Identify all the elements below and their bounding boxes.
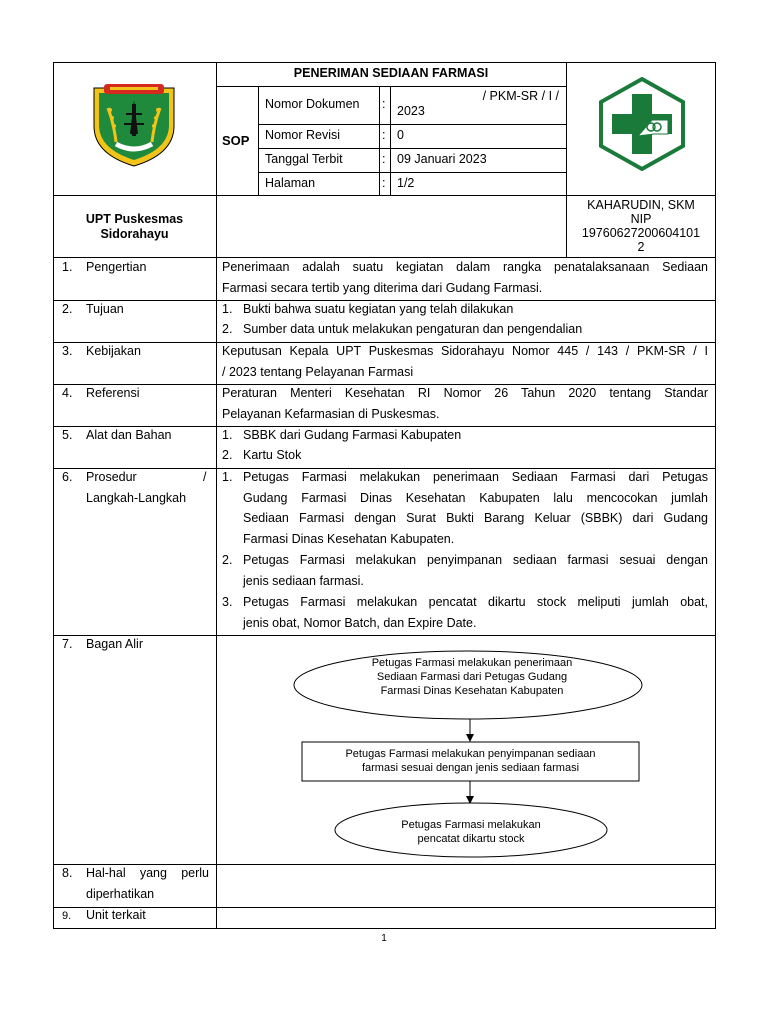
flowchart bbox=[216, 636, 715, 864]
org-name-1: UPT Puskesmas bbox=[85, 212, 184, 226]
list-item: SBBK dari Gudang Farmasi Kabupaten bbox=[243, 428, 462, 442]
arrow-down-icon bbox=[466, 734, 474, 742]
section-label-kebijakan: Kebijakan bbox=[86, 344, 141, 358]
referensi-text: Peraturan Menteri Kesehatan RI Nomor 26 Tahun 2020 tentang Standar Pelayanan Kefarmasian di Puskesmas. bbox=[222, 386, 708, 421]
health-cross-icon bbox=[594, 76, 690, 172]
section-label-tujuan: Tujuan bbox=[86, 302, 124, 316]
colon: : bbox=[382, 152, 386, 166]
colon: : bbox=[382, 97, 386, 111]
puskesmas-logo bbox=[594, 76, 690, 172]
doc-number-label: Nomor Dokumen bbox=[265, 97, 360, 111]
signer-nip-label: NIP bbox=[630, 212, 652, 226]
section-label-diperhatikan: diperhatikan bbox=[86, 887, 155, 901]
colon: : bbox=[382, 128, 386, 142]
org-name-2: Sidorahayu bbox=[100, 227, 169, 241]
flow-step-1-text: Petugas Farmasi melakukan penerimaan Sediaan Farmasi dari Petugas Gudang Farmasi Dinas Kesehatan Kabupaten bbox=[371, 657, 573, 697]
section-label-hal: Hal-hal yang perlu bbox=[86, 866, 209, 880]
section-number: 9. bbox=[62, 910, 72, 922]
list-number: 2. bbox=[222, 553, 233, 567]
section-label-slash: / bbox=[203, 470, 207, 484]
sop-label: SOP bbox=[222, 133, 250, 148]
colon: : bbox=[382, 176, 386, 190]
list-item: Bukti bahwa suatu kegiatan yang telah dilakukan bbox=[243, 302, 514, 316]
section-number: 7. bbox=[62, 637, 73, 651]
list-item: Sumber data untuk melakukan pengaturan dan pengendalian bbox=[243, 322, 583, 336]
list-number: 1. bbox=[222, 428, 233, 442]
revision-value: 0 bbox=[397, 128, 404, 142]
section-number: 8. bbox=[62, 866, 73, 880]
section-number: 6. bbox=[62, 470, 73, 484]
issue-date-label: Tanggal Terbit bbox=[265, 152, 343, 166]
list-number: 2. bbox=[222, 448, 233, 462]
prosedur-step-3: Petugas Farmasi melakukan pencatat dikartu stock meliputi jumlah obat, jenis obat, Nomor Batch, dan Expire Date. bbox=[243, 595, 708, 630]
shield-emblem-icon bbox=[86, 74, 182, 170]
list-number: 1. bbox=[222, 302, 233, 316]
section-number: 5. bbox=[62, 428, 73, 442]
document-title: PENERIMAN SEDIAAN FARMASI bbox=[293, 66, 489, 80]
section-label-langkah: Langkah-Langkah bbox=[86, 491, 187, 505]
kebijakan-text: Keputusan Kepala UPT Puskesmas Sidorahayu Nomor 445 / 143 / PKM-SR / I / 2023 tentang Pelayanan Farmasi bbox=[222, 344, 708, 379]
section-number: 4. bbox=[62, 386, 73, 400]
signer-nip-1: 19760627200604101 bbox=[581, 226, 701, 240]
section-number: 2. bbox=[62, 302, 73, 316]
flow-step-3-text: Petugas Farmasi melakukan pencatat dikartu stock bbox=[401, 819, 541, 845]
regency-emblem bbox=[86, 74, 182, 170]
section-label-pengertian: Pengertian bbox=[86, 260, 147, 274]
page-value: 1/2 bbox=[397, 176, 415, 190]
signer-nip-2: 2 bbox=[637, 240, 645, 254]
flow-step-2-text: Petugas Farmasi melakukan penyimpanan sediaan farmasi sesuai dengan jenis sediaan farmasi bbox=[345, 748, 596, 774]
page-label: Halaman bbox=[265, 176, 316, 190]
section-label-alat: Alat dan Bahan bbox=[86, 428, 172, 442]
section-number: 3. bbox=[62, 344, 73, 358]
section-label-unit: Unit terkait bbox=[86, 908, 146, 922]
signer-name: KAHARUDIN, SKM bbox=[587, 198, 695, 212]
list-item: Kartu Stok bbox=[243, 448, 302, 462]
prosedur-step-2: Petugas Farmasi melakukan penyimpanan sediaan farmasi sesuai dengan jenis sediaan farmasi. bbox=[243, 553, 708, 588]
list-number: 3. bbox=[222, 595, 233, 609]
doc-number-value-1: / PKM-SR / I / bbox=[482, 89, 559, 103]
section-label-referensi: Referensi bbox=[86, 386, 140, 400]
section-number: 1. bbox=[62, 260, 73, 274]
pengertian-text: Penerimaan adalah suatu kegiatan dalam rangka penatalaksanaan Sediaan Farmasi secara tertib yang diterima dari Gudang Farmasi. bbox=[222, 260, 708, 295]
page-number: 1 bbox=[381, 933, 387, 944]
prosedur-step-1: Petugas Farmasi melakukan penerimaan Sediaan Farmasi dari Petugas Gudang Farmasi Dinas Kesehatan Kabupaten lalu mencocokan jumlah Sediaan Farmasi dengan Surat Bukti Barang Keluar (SBBK) dari Gudang Farmasi Dinas Kesehatan Kabupaten. bbox=[243, 470, 708, 546]
revision-label: Nomor Revisi bbox=[265, 128, 341, 142]
list-number: 2. bbox=[222, 322, 233, 336]
section-label-prosedur: Prosedur bbox=[86, 470, 137, 484]
issue-date-value: 09 Januari 2023 bbox=[397, 152, 487, 166]
list-number: 1. bbox=[222, 470, 233, 484]
doc-number-value-2: 2023 bbox=[397, 104, 425, 118]
section-label-bagan: Bagan Alir bbox=[86, 637, 143, 651]
